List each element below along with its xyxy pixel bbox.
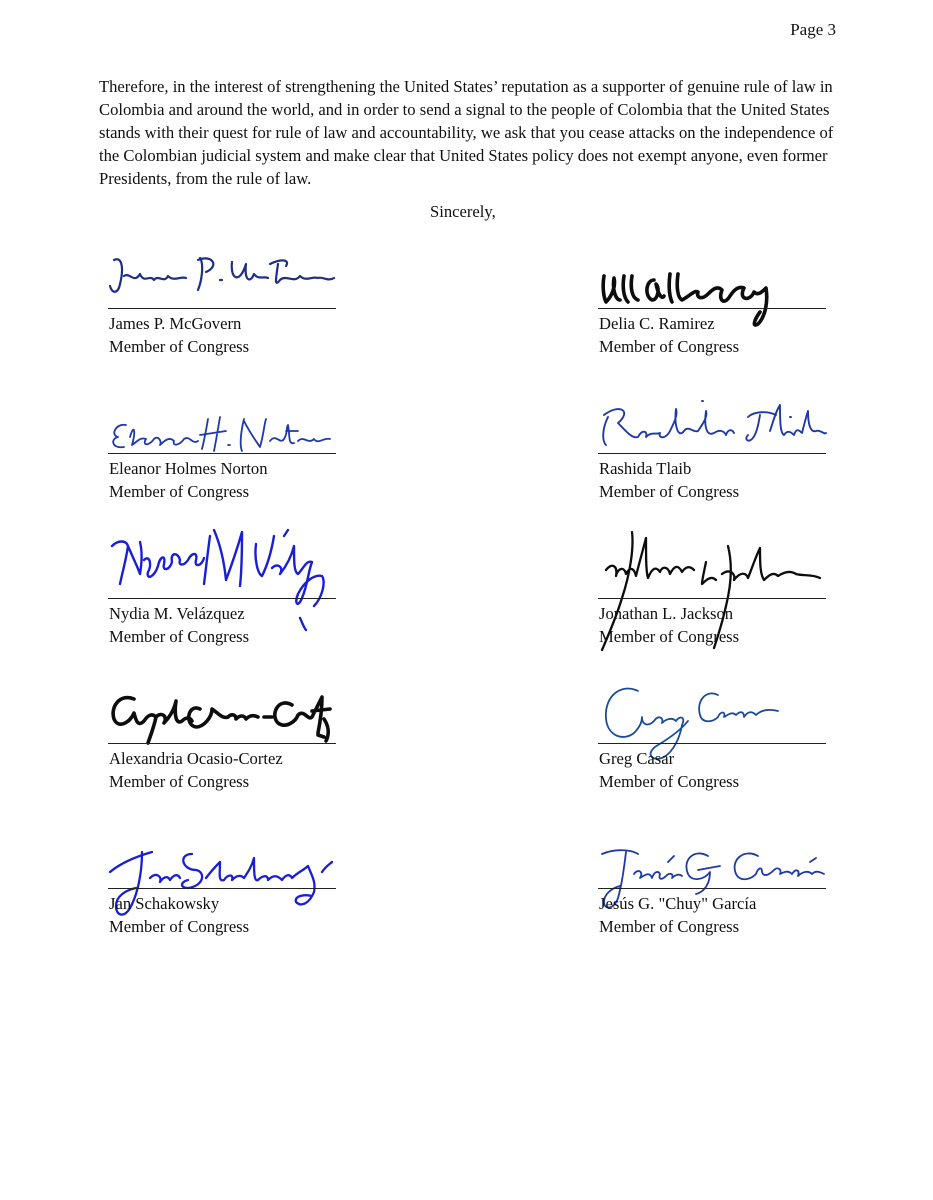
signature-line bbox=[598, 598, 826, 599]
signature-line bbox=[598, 308, 826, 309]
page-number: Page 3 bbox=[790, 20, 836, 39]
signer-title: Member of Congress bbox=[599, 337, 740, 356]
handwritten-signature bbox=[598, 395, 828, 457]
signer-name: Alexandria Ocasio-Cortez bbox=[109, 749, 283, 768]
closing-salutation: Sincerely, bbox=[430, 202, 496, 221]
signer-title: Member of Congress bbox=[109, 482, 250, 501]
handwritten-signature bbox=[108, 250, 338, 308]
signer-name: Jan Schakowsky bbox=[109, 894, 220, 913]
signature-line bbox=[108, 598, 336, 599]
signature-line bbox=[598, 888, 826, 889]
signature-line bbox=[108, 743, 336, 744]
signer-name: Jonathan L. Jackson bbox=[599, 604, 734, 623]
signer-name: Rashida Tlaib bbox=[599, 459, 692, 478]
signer-name: Greg Casar bbox=[599, 749, 675, 768]
signer-name: Jesús G. "Chuy" García bbox=[599, 894, 757, 913]
signer-title: Member of Congress bbox=[109, 337, 250, 356]
signer-name: Nydia M. Velázquez bbox=[109, 604, 245, 623]
signer-title: Member of Congress bbox=[109, 917, 250, 936]
signer-title: Member of Congress bbox=[599, 627, 740, 646]
body-paragraph: Therefore, in the interest of strengthening the United States’ reputation as a supporter of genuine rule of law in Colombia and around the world, and in order to send a signal to the people of Colombia that the United States stands with their quest for rule of law and accountability, we ask that you cease attacks on the independence of the Colombian judicial system and make clear that United States policy does not exempt anyone, even former Presidents, from the rule of law. bbox=[99, 77, 834, 188]
signer-title: Member of Congress bbox=[599, 917, 740, 936]
signer-title: Member of Congress bbox=[599, 772, 740, 791]
signer-name: Delia C. Ramirez bbox=[599, 314, 715, 333]
signature-line bbox=[108, 308, 336, 309]
signature-line bbox=[598, 453, 826, 454]
signature-line bbox=[108, 888, 336, 889]
signer-title: Member of Congress bbox=[599, 482, 740, 501]
handwritten-signature bbox=[108, 411, 338, 457]
signer-name: Eleanor Holmes Norton bbox=[109, 459, 268, 478]
signer-title: Member of Congress bbox=[109, 627, 250, 646]
handwritten-signature bbox=[108, 687, 340, 747]
signature-line bbox=[598, 743, 826, 744]
signer-title: Member of Congress bbox=[109, 772, 250, 791]
signature-line bbox=[108, 453, 336, 454]
signer-name: James P. McGovern bbox=[109, 314, 242, 333]
